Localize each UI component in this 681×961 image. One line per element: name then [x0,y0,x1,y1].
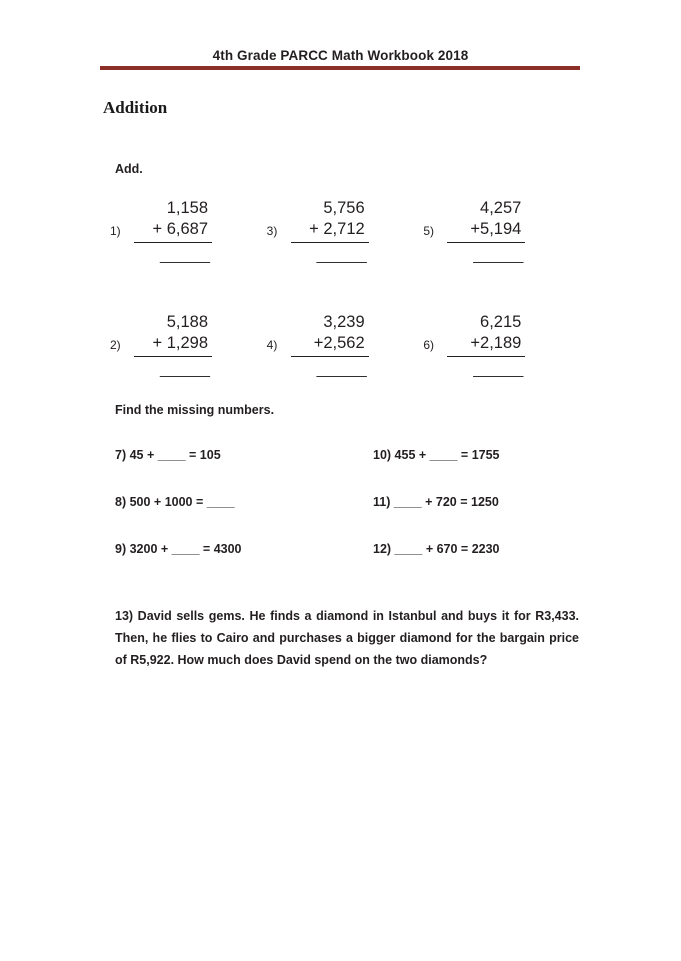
problem-number: 4) [266,338,278,352]
answer-blank[interactable]: ______ [473,361,524,379]
problem-number: 1) [110,224,121,238]
problem-12[interactable]: 12) ____ + 670 = 2230 [373,542,500,556]
addend-top: 5,188 [166,312,208,331]
problem-5 [423,188,580,266]
addend-top: 5,756 [323,198,365,217]
problem-3 [267,188,424,266]
addend-bottom: + 2,712 [291,219,369,243]
problem-stack [134,312,212,380]
problem-9[interactable]: 9) 3200 + ____ = 4300 [115,542,242,556]
problem-number: 5) [423,224,435,238]
problem-stack [291,198,369,266]
problem-1 [110,188,267,266]
page-header-title: 4th Grade PARCC Math Workbook 2018 [212,48,469,63]
problem-10[interactable]: 10) 455 + ____ = 1755 [373,448,500,462]
problem-stack [447,198,525,266]
addend-bottom: +2,562 [291,333,369,357]
addend-top: 6,215 [480,312,522,331]
problem-7[interactable]: 7) 45 + ____ = 105 [115,448,221,462]
addend-bottom: +5,194 [447,219,525,243]
header-divider [100,66,580,70]
problem-stack [447,312,525,380]
answer-blank[interactable]: ______ [159,247,210,265]
problem-13-word-problem: 13) David sells gems. He finds a diamond in Istanbul and buys it for R3,433. Then, he flies to Cairo and purchases a bigger diamond for the bargain price of R5,922. How much does David spend on the two diamonds? [115,609,579,667]
missing-row [115,495,585,509]
problem-11[interactable]: 11) ____ + 720 = 1250 [373,495,499,509]
instruction-add: Add. [115,162,143,176]
problem-number: 6) [423,338,435,352]
missing-row [115,448,585,462]
answer-blank[interactable]: ______ [316,361,367,379]
section-heading: Addition [103,98,168,117]
addend-bottom: +2,189 [447,333,525,357]
problem-number: 3) [266,224,278,238]
answer-blank[interactable]: ______ [473,247,524,265]
column-problems-grid [110,188,580,416]
problem-8[interactable]: 8) 500 + 1000 = ____ [115,495,235,509]
problem-number: 2) [110,338,121,352]
missing-row [115,542,585,556]
answer-blank[interactable]: ______ [316,247,367,265]
problem-row [110,188,580,266]
problem-stack [291,312,369,380]
addend-bottom: + 1,298 [134,333,212,357]
addend-top: 4,257 [480,198,522,217]
answer-blank[interactable]: ______ [159,361,210,379]
problem-row [110,302,580,380]
problem-stack [134,198,212,266]
problem-4 [267,302,424,380]
problem-2 [110,302,267,380]
addend-top: 3,239 [323,312,365,331]
addend-bottom: + 6,687 [134,219,212,243]
missing-numbers-grid [115,448,585,589]
instruction-missing-numbers: Find the missing numbers. [115,403,275,417]
problem-6 [423,302,580,380]
addend-top: 1,158 [166,198,208,217]
